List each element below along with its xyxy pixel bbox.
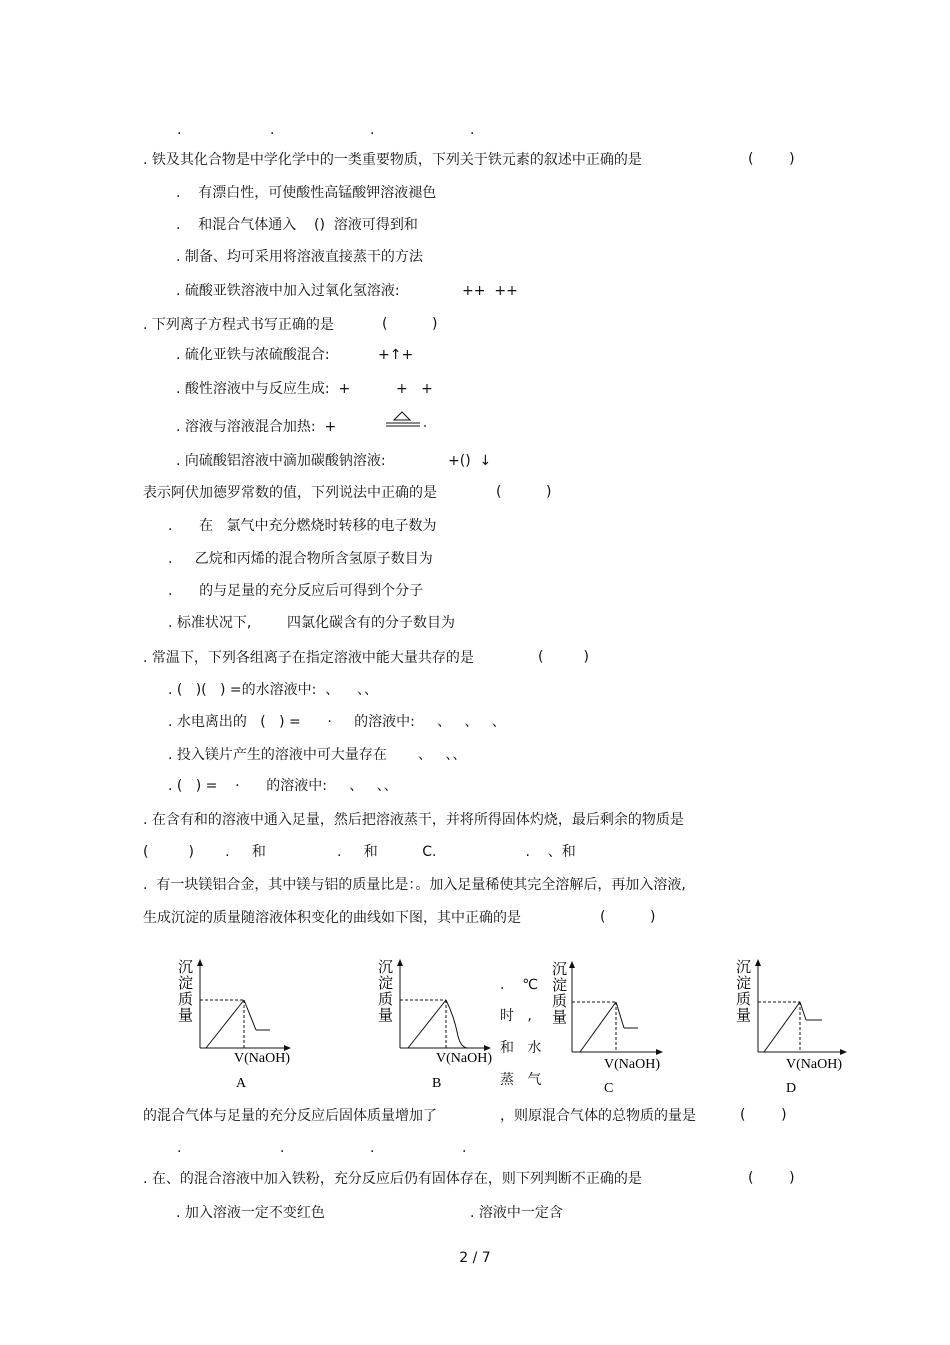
- dot: .: [462, 1140, 467, 1156]
- side-text: 和 水: [500, 1040, 542, 1056]
- x-label: V(NaOH): [436, 1051, 492, 1066]
- side-text: 时 ,: [500, 1008, 532, 1024]
- equation: ++ ++: [462, 283, 518, 299]
- y-label-char: 沉: [378, 960, 394, 976]
- question-gas: 的混合气体与足量的充分反应后固体质量增加了: [143, 1108, 437, 1124]
- y-label-char: 淀: [178, 976, 194, 992]
- y-label-char: 量: [178, 1008, 194, 1024]
- option-b: . 水电离出的 ( ) = · 的溶液中: 、 、 、: [168, 714, 506, 730]
- question-avogadro: 表示阿伏加德罗常数的值，下列说法中正确的是: [143, 485, 437, 501]
- question-ion: . 下列离子方程式书写正确的是: [143, 317, 334, 333]
- x-label: V(NaOH): [604, 1057, 660, 1072]
- residue-options: ( ) . 和 . 和 C. . 、和: [143, 844, 576, 860]
- y-label-char: 量: [736, 1008, 752, 1024]
- dot: .: [280, 1140, 285, 1156]
- option-c: . 制备、均可采用将溶液直接蒸干的方法: [176, 249, 423, 265]
- y-label-char: 质: [178, 992, 194, 1008]
- x-label: V(NaOH): [234, 1051, 290, 1066]
- y-label-char: 质: [378, 992, 394, 1008]
- option-c: . 溶液与溶液混合加热: +: [176, 419, 337, 435]
- question-iron: . 铁及其化合物是中学化学中的一类重要物质，下列关于铁元素的叙述中正确的是: [143, 152, 642, 168]
- graph-d: [734, 956, 854, 1100]
- option-b: . 乙烷和丙烯的混合物所含氢原子数目为: [168, 551, 433, 567]
- option-b: . 和混合气体通入 () 溶液可得到和: [176, 217, 418, 233]
- y-label-char: 质: [552, 994, 568, 1010]
- equation: +() ↓: [448, 453, 492, 469]
- y-label-char: 沉: [552, 962, 568, 978]
- answer-paren: ( ): [382, 316, 438, 332]
- y-label-char: 淀: [736, 976, 752, 992]
- option-b: . 溶液中一定含: [470, 1205, 563, 1221]
- graph-label: C: [604, 1081, 614, 1096]
- heat-symbol-icon: [380, 408, 430, 430]
- dot: .: [370, 122, 375, 138]
- question-iron-powder: . 在、的混合溶液中加入铁粉，充分反应后仍有固体存在，则下列判断不正确的是: [143, 1171, 642, 1187]
- y-label-char: 质: [736, 992, 752, 1008]
- question-gas-2: ，则原混合气体的总物质的量是: [500, 1108, 696, 1124]
- dot: .: [270, 122, 275, 138]
- question-coexist: . 常温下，下列各组离子在指定溶液中能大量共存的是: [143, 650, 474, 666]
- question-residue: . 在含有和的溶液中通入足量，然后把溶液蒸干，并将所得固体灼烧，最后剩余的物质是: [143, 812, 684, 828]
- question-alloy: . 有一块镁铝合金，其中镁与铝的质量比是：。加入足量稀使其完全溶解后，再加入溶液,: [143, 877, 686, 893]
- option-a: . 在 氯气中充分燃烧时转移的电子数为: [168, 518, 437, 534]
- graph-label: A: [236, 1076, 247, 1091]
- answer-paren: ( ): [740, 1107, 787, 1123]
- dot: .: [470, 122, 475, 138]
- option-b: . 酸性溶液中与反应生成: +: [176, 381, 351, 397]
- graph-c: [550, 956, 670, 1100]
- graph-b: [376, 956, 496, 1100]
- dot: .: [177, 122, 182, 138]
- answer-paren: ( ): [748, 151, 795, 167]
- option-c: . 的与足量的充分反应后可得到个分子: [168, 583, 424, 599]
- option-c: . 投入镁片产生的溶液中可大量存在 、 、、: [168, 747, 467, 763]
- option-a: . 加入溶液一定不变红色: [176, 1205, 325, 1221]
- answer-paren: ( ): [538, 649, 589, 665]
- side-text: . ℃: [500, 977, 538, 993]
- equation: +↑+: [378, 347, 414, 363]
- x-label: V(NaOH): [786, 1057, 842, 1072]
- answer-paren: ( ): [600, 909, 656, 925]
- dot: .: [177, 1140, 182, 1156]
- option-a: . 有漂白性，可使酸性高锰酸钾溶液褪色: [176, 185, 437, 201]
- option-a: . 硫化亚铁与浓硫酸混合:: [176, 347, 330, 363]
- equation: + +: [396, 381, 433, 397]
- answer-paren: ( ): [496, 484, 552, 500]
- y-label-char: 沉: [178, 960, 194, 976]
- option-d: . ( ) = · 的溶液中: 、 、、: [168, 778, 398, 794]
- dot: .: [370, 1140, 375, 1156]
- option-d: . 硫酸亚铁溶液中加入过氧化氢溶液:: [176, 283, 400, 299]
- side-text: 蒸 气: [500, 1072, 542, 1088]
- y-label-char: 淀: [552, 978, 568, 994]
- page-number: 2 / 7: [459, 1250, 491, 1266]
- y-label-char: 量: [378, 1008, 394, 1024]
- y-label-char: 量: [552, 1010, 568, 1026]
- option-d: . 向硫酸铝溶液中滴加碳酸钠溶液:: [176, 453, 386, 469]
- option-d: . 标准状况下, 四氯化碳含有的分子数目为: [168, 615, 455, 631]
- answer-paren: ( ): [748, 1170, 795, 1186]
- question-alloy-2: 生成沉淀的质量随溶液体积变化的曲线如下图，其中正确的是: [143, 910, 521, 926]
- graph-label: B: [432, 1076, 442, 1091]
- y-label-char: 沉: [736, 960, 752, 976]
- graph-label: D: [786, 1081, 797, 1096]
- graph-a: [176, 956, 296, 1100]
- y-label-char: 淀: [378, 976, 394, 992]
- option-a: . ( )( ) =的水溶液中: 、 、、: [168, 682, 379, 698]
